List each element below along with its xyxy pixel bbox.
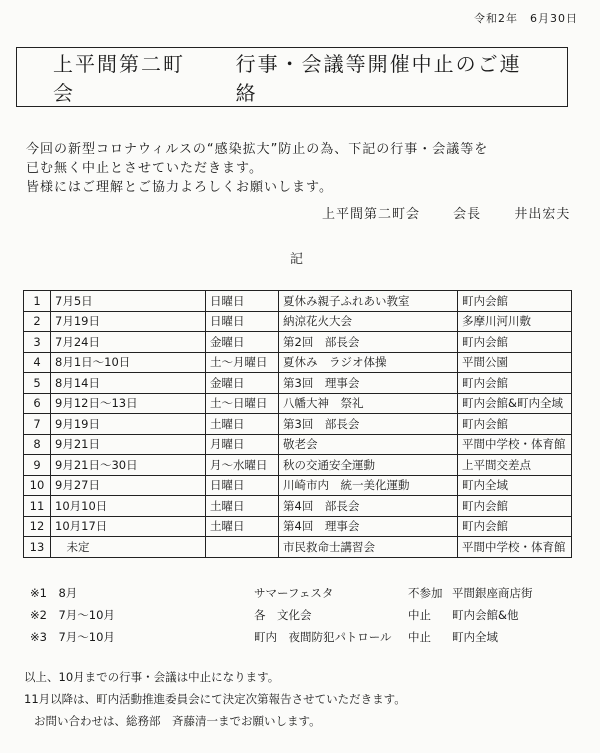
table-row — [24, 516, 572, 537]
event-name: 第4回 部長会 — [279, 496, 458, 517]
note-status: 不参加 — [408, 586, 443, 600]
event-name: 第2回 部長会 — [279, 332, 458, 353]
event-day: 土曜日 — [206, 496, 279, 517]
table-row — [24, 373, 572, 394]
event-place: 町内会館 — [458, 332, 572, 353]
event-no: 13 — [24, 537, 51, 558]
event-place: 町内会館&町内全域 — [458, 393, 572, 414]
event-name: 八幡大神 祭礼 — [279, 393, 458, 414]
event-day: 土曜日 — [206, 516, 279, 537]
intro-line: 皆様にはご理解とご協力よろしくお願いします。 — [26, 180, 333, 195]
event-name: 納涼花火大会 — [279, 311, 458, 332]
event-place: 町内会館 — [458, 414, 572, 435]
event-name: 第4回 理事会 — [279, 516, 458, 537]
event-date: 7月5日 — [51, 291, 206, 312]
title-subject: 行事・会議等開催中止のご連絡 — [235, 52, 522, 105]
event-day: 日曜日 — [206, 311, 279, 332]
event-place: 町内会館 — [458, 373, 572, 394]
event-date: 10月17日 — [51, 516, 206, 537]
signature-role: 会長 — [453, 207, 482, 222]
intro-line: 已む無く中止とさせていただきます。 — [26, 161, 263, 176]
note-row — [30, 607, 580, 629]
event-day: 金曜日 — [206, 332, 279, 353]
event-date: 9月27日 — [51, 475, 206, 496]
event-name: 敬老会 — [279, 434, 458, 455]
event-place: 平間公園 — [458, 352, 572, 373]
footer-line: 11月以降は、町内活動推進委員会にて決定次第報告させていただきます。 — [24, 692, 406, 706]
event-day: 月曜日 — [206, 434, 279, 455]
notes-list — [30, 585, 580, 651]
event-day: 月～水曜日 — [206, 455, 279, 476]
event-no: 8 — [24, 434, 51, 455]
note-mark: ※2 7月～10月 — [30, 608, 115, 622]
event-date: 未定 — [51, 537, 206, 558]
signature-org: 上平間第二町会 — [322, 207, 421, 222]
note-place: 町内会館&他 — [452, 608, 519, 622]
note-status: 中止 — [408, 630, 431, 644]
note-place: 町内全域 — [452, 630, 498, 644]
event-name: 第3回 部長会 — [279, 414, 458, 435]
event-date: 9月21日 — [51, 434, 206, 455]
event-day: 土曜日 — [206, 414, 279, 435]
event-no: 2 — [24, 311, 51, 332]
table-row — [24, 434, 572, 455]
table-row — [24, 311, 572, 332]
event-place: 平間中学校・体育館 — [458, 537, 572, 558]
event-date: 9月12日～13日 — [51, 393, 206, 414]
note-row — [30, 629, 580, 651]
event-date: 7月24日 — [51, 332, 206, 353]
event-no: 5 — [24, 373, 51, 394]
note-event: 各 文化会 — [254, 608, 312, 622]
table-row — [24, 393, 572, 414]
footer-line: 以上、10月までの行事・会議は中止になります。 — [24, 670, 280, 684]
event-no: 1 — [24, 291, 51, 312]
events-table — [23, 290, 572, 558]
event-name: 第3回 理事会 — [279, 373, 458, 394]
event-day: 日曜日 — [206, 475, 279, 496]
table-row — [24, 332, 572, 353]
table-row — [24, 291, 572, 312]
event-date: 7月19日 — [51, 311, 206, 332]
event-name: 夏休み親子ふれあい教室 — [279, 291, 458, 312]
page-title — [16, 47, 568, 107]
table-row — [24, 414, 572, 435]
table-row — [24, 455, 572, 476]
event-date: 8月14日 — [51, 373, 206, 394]
event-day: 土～月曜日 — [206, 352, 279, 373]
note-row — [30, 585, 580, 607]
note-place: 平間銀座商店街 — [452, 586, 533, 600]
issue-date: 令和2年 6月30日 — [474, 12, 578, 25]
event-place: 町内会館 — [458, 291, 572, 312]
event-place: 町内会館 — [458, 516, 572, 537]
event-place: 上平間交差点 — [458, 455, 572, 476]
event-no: 3 — [24, 332, 51, 353]
note-event: サマーフェスタ — [254, 586, 334, 600]
note-mark: ※1 8月 — [30, 586, 78, 600]
table-row — [24, 537, 572, 558]
signature-name: 井出宏夫 — [514, 207, 571, 222]
event-date: 9月21日～30日 — [51, 455, 206, 476]
event-name: 秋の交通安全運動 — [279, 455, 458, 476]
event-no: 7 — [24, 414, 51, 435]
note-event: 町内 夜間防犯パトロール — [254, 630, 392, 644]
event-no: 12 — [24, 516, 51, 537]
ki-heading: 記 — [290, 252, 304, 267]
note-mark: ※3 7月～10月 — [30, 630, 115, 644]
event-no: 4 — [24, 352, 51, 373]
event-place: 平間中学校・体育館 — [458, 434, 572, 455]
table-row — [24, 475, 572, 496]
event-place: 町内会館 — [458, 496, 572, 517]
event-no: 10 — [24, 475, 51, 496]
signature — [322, 203, 570, 222]
event-no: 11 — [24, 496, 51, 517]
event-day: 日曜日 — [206, 291, 279, 312]
event-name: 夏休み ラジオ体操 — [279, 352, 458, 373]
event-no: 6 — [24, 393, 51, 414]
title-org: 上平間第二町会 — [53, 52, 185, 105]
event-place: 多摩川河川敷 — [458, 311, 572, 332]
event-place: 町内全域 — [458, 475, 572, 496]
note-status: 中止 — [408, 608, 431, 622]
event-no: 9 — [24, 455, 51, 476]
event-day: 土～日曜日 — [206, 393, 279, 414]
table-row — [24, 352, 572, 373]
event-name: 市民救命士講習会 — [279, 537, 458, 558]
footer-text — [24, 666, 584, 732]
event-day: 金曜日 — [206, 373, 279, 394]
intro-text — [26, 140, 586, 197]
event-date: 9月19日 — [51, 414, 206, 435]
event-day — [206, 537, 279, 558]
table-row — [24, 496, 572, 517]
intro-line: 今回の新型コロナウィルスの“感染拡大”防止の為、下記の行事・会議等を — [26, 142, 489, 157]
event-name: 川崎市内 統一美化運動 — [279, 475, 458, 496]
event-date: 10月10日 — [51, 496, 206, 517]
footer-line: お問い合わせは、総務部 斉藤清一までお願いします。 — [34, 714, 321, 728]
event-date: 8月1日～10日 — [51, 352, 206, 373]
